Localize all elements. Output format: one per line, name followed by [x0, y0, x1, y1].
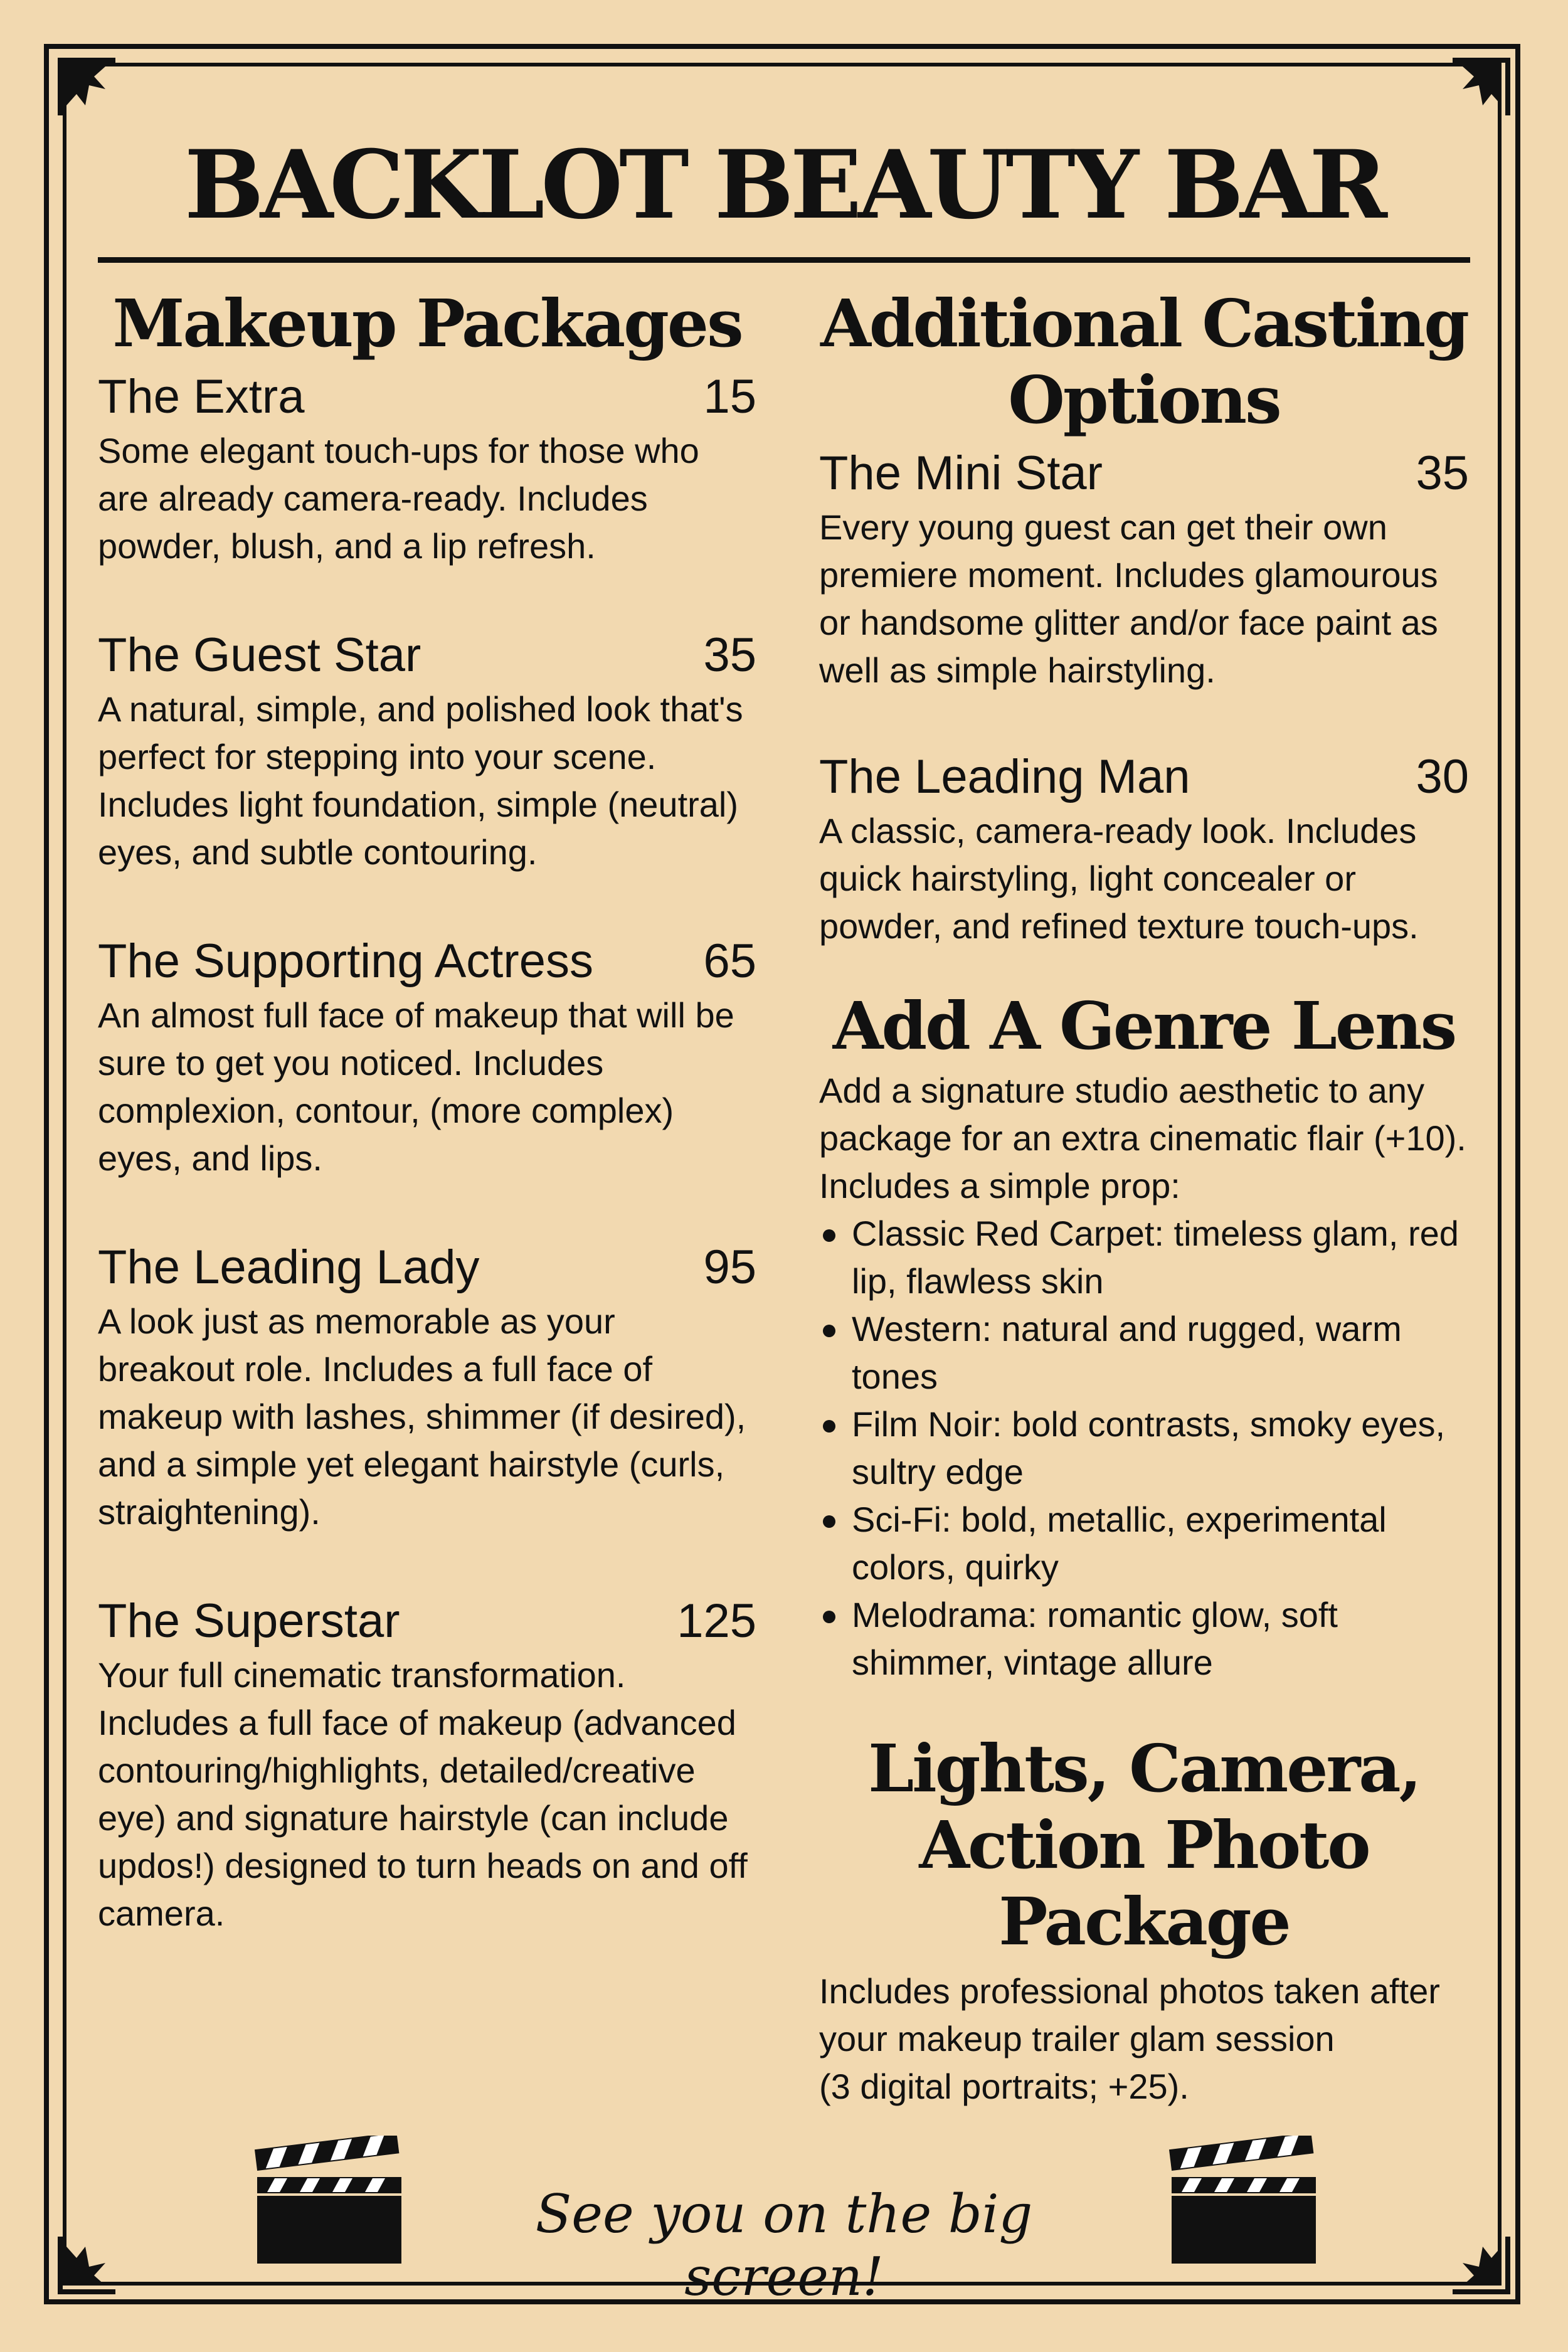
option-price: 35: [1416, 447, 1469, 500]
option-the-mini-star: [819, 443, 1469, 694]
package-the-superstar: [98, 1591, 756, 1937]
package-header: [98, 367, 756, 427]
option-name: The Mini Star: [819, 447, 1103, 500]
package-header: [98, 1237, 756, 1298]
package-name: The Guest Star: [98, 628, 421, 682]
option-description: Every young guest can get their own premiere moment. Includes glamourous or handsome glitter and/or face paint as well as simple hairstyling.: [819, 507, 1438, 690]
photo-package-line1: Includes professional photos taken after your makeup trailer glam session: [819, 1971, 1440, 2058]
genre-lens-heading: Add A Genre Lens: [832, 987, 1456, 1064]
package-name: The Supporting Actress: [98, 935, 593, 988]
signoff-text: See you on the big screen!: [535, 2183, 1033, 2307]
package-header: [98, 931, 756, 992]
option-the-leading-man: [819, 747, 1469, 950]
package-description: Some elegant touch-ups for those who are already camera-ready. Includes powder, blush, and a lip refresh.: [98, 431, 699, 566]
corner-ornament-bottom-left: [58, 2237, 115, 2294]
package-name: The Superstar: [98, 1594, 400, 1648]
package-header: [98, 625, 756, 686]
genre-lens-description: Add a signature studio aesthetic to any package for an extra cinematic flair (+10). Includes a simple prop:: [819, 1071, 1466, 1205]
clapperboard-icon: [1165, 2136, 1322, 2267]
photo-package-heading: Lights, Camera, Action Photo Package: [868, 1730, 1420, 1960]
option-description: A classic, camera-ready look. Includes quick hairstyling, light concealer or powder, and refined texture touch-ups.: [819, 811, 1419, 946]
genre-item: Classic Red Carpet: timeless glam, red lip, flawless skin: [819, 1210, 1469, 1305]
option-header: [819, 747, 1469, 807]
genre-item: Sci-Fi: bold, metallic, experimental colors, quirky: [819, 1496, 1469, 1591]
package-the-extra: [98, 367, 756, 570]
option-price: 30: [1416, 750, 1469, 803]
package-name: The Extra: [98, 370, 305, 423]
package-description: A natural, simple, and polished look that's perfect for stepping into your scene. Includes light foundation, simple (neutral) eyes, and subtle contouring.: [98, 689, 743, 872]
package-price: 15: [703, 370, 756, 423]
package-the-guest-star: [98, 625, 756, 876]
package-header: [98, 1591, 756, 1651]
package-price: 65: [703, 935, 756, 988]
package-description: A look just as memorable as your breakout role. Includes a full face of makeup with lashes, shimmer (if desired), and a simple yet elegant hairstyle (curls, straightening).: [98, 1301, 746, 1532]
package-the-supporting-actress: [98, 931, 756, 1182]
photo-package-line2: (3 digital portraits; +25).: [819, 2067, 1189, 2106]
genre-item: Film Noir: bold contrasts, smoky eyes, sultry edge: [819, 1401, 1469, 1496]
package-description: An almost full face of makeup that will be sure to get you noticed. Includes complexion, contour, (more complex) eyes, and lips.: [98, 995, 734, 1178]
menu-title: BACKLOT BEAUTY BAR: [184, 130, 1384, 240]
option-header: [819, 443, 1469, 504]
option-name: The Leading Man: [819, 750, 1190, 803]
genre-item: Western: natural and rugged, warm tones: [819, 1305, 1469, 1401]
additional-options-heading: Additional Casting Options: [820, 285, 1468, 438]
makeup-packages-section: [98, 285, 756, 1993]
genre-item: Melodrama: romantic glow, soft shimmer, vintage allure: [819, 1591, 1469, 1687]
corner-ornament-bottom-right: [1453, 2237, 1510, 2294]
package-description: Your full cinematic transformation. Includes a full face of makeup (advanced contouring/highlights, detailed/creative eye) and signature hairstyle (can include updos!) designed to turn heads on and off camera.: [98, 1655, 748, 1933]
genre-list: [819, 1210, 1469, 1687]
package-name: The Leading Lady: [98, 1241, 480, 1294]
package-price: 35: [703, 628, 756, 682]
title-divider: [98, 257, 1470, 263]
corner-ornament-top-right: [1453, 58, 1510, 115]
package-price: 95: [703, 1241, 756, 1294]
clapperboard-icon: [251, 2136, 408, 2267]
package-the-leading-lady: [98, 1237, 756, 1536]
additional-options-section: [819, 285, 1469, 2111]
makeup-packages-heading: Makeup Packages: [112, 285, 742, 362]
package-price: 125: [677, 1594, 756, 1648]
corner-ornament-top-left: [58, 58, 115, 115]
photo-package-description: [819, 1968, 1469, 2111]
